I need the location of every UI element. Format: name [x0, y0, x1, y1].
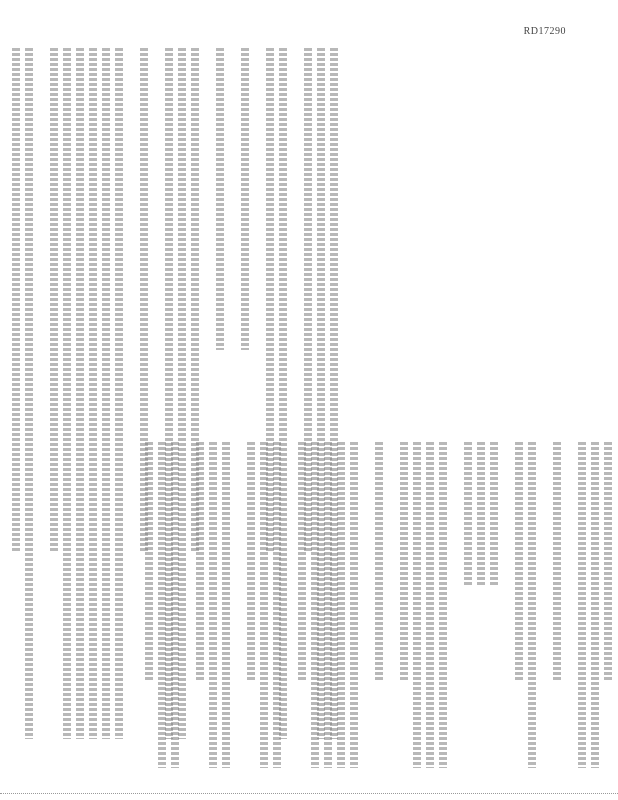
text-line [578, 442, 586, 768]
text-line [222, 442, 230, 768]
text-line [553, 442, 561, 680]
text-line [196, 442, 204, 680]
text-line [63, 48, 71, 739]
text-line [426, 442, 434, 768]
text-line [12, 48, 20, 552]
text-line [89, 48, 97, 739]
text-line [260, 442, 268, 768]
text-line [324, 442, 332, 768]
text-line [209, 442, 217, 768]
text-line [515, 442, 523, 680]
text-line [311, 442, 319, 768]
text-line [216, 48, 224, 350]
right-text-block [312, 442, 612, 782]
text-line [413, 442, 421, 768]
text-line [464, 442, 472, 585]
text-line [298, 442, 306, 680]
text-line [25, 48, 33, 739]
text-line [490, 442, 498, 585]
text-line [102, 48, 110, 739]
text-line [50, 48, 58, 552]
text-line [241, 48, 249, 350]
text-line [400, 442, 408, 680]
text-line [158, 442, 166, 768]
text-line [375, 442, 383, 680]
text-line [604, 442, 612, 680]
text-line [115, 48, 123, 739]
text-line [439, 442, 447, 768]
text-line [591, 442, 599, 768]
text-line [145, 442, 153, 680]
text-line [76, 48, 84, 739]
text-line [247, 442, 255, 680]
scan-edge-divider [0, 793, 618, 794]
text-line [171, 442, 179, 768]
text-line [337, 442, 345, 768]
text-line [350, 442, 358, 768]
page-id: RD17290 [523, 26, 566, 37]
text-line [273, 442, 281, 768]
text-line [477, 442, 485, 585]
text-line [528, 442, 536, 768]
